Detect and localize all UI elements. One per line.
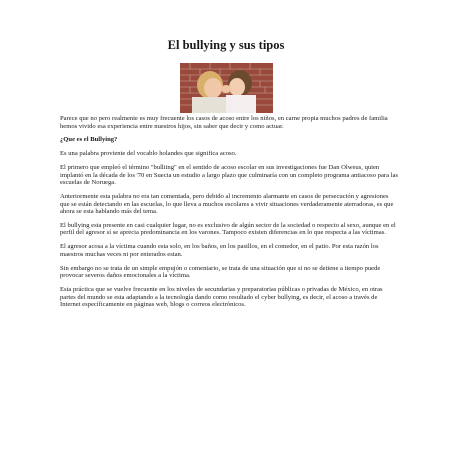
document-body	[60, 115, 398, 315]
paragraph-aggressor: El agresor acosa a la víctima cuando esta solo, en los baños, en los pasillos, en el comedor, en el patio. Por esta razón los maestros muchas veces ni por enterados estan.	[60, 243, 379, 258]
paragraph-history: El primero que empleó el término "bulliing" en el sentido de acoso escolar en sus investigaciones fue Dan Olweus, quien implantó en la década de los '70 en Suecia un estudio a largo plazo que culminaría con un completo programa antiacoso para las escuelas de Noruega.	[60, 163, 398, 187]
children-whispering-photo	[180, 63, 273, 113]
paragraph-definition: Es una palabra proviente del vocablo holandes que significa acoso.	[60, 150, 237, 158]
section-heading: ¿Que es el Bullying?	[60, 136, 118, 144]
paragraph-intro: Parece que no pero realmente es muy frecuente los casos de acoso entre los niños, en carne propia muchos padres de familia hemos vivido esa experiencia entre nuestros hijos, sin saber que decir y como actuar.	[60, 115, 388, 130]
document-title: El bullying y sus tipos	[167, 38, 285, 52]
paragraph-presence: El bullying esta presente en casi cualquier lugar, no es exclusivo de algún sector de la sociedad o respecto al sexo, aunque en el perfil del agresor sí se aprecia predominancia en los varones. Tampoco existen diferencias en lo que respecta a las víctimas.	[60, 221, 396, 237]
paragraph-damage: Sin embargo no se trata de un simple empujón o comentario, se trata de una situación que si no se detiene a tiempo puede provocar severos daños emocionales a la víctima.	[60, 264, 381, 280]
photo-illustration	[180, 63, 273, 113]
paragraph-cyberbullying: Esta práctica que se vuelve frecuente en los niveles de secundarias y preparatorias públicas o privadas de México, en otras partes del mundo se esta adaptando a la tecnología dando como resultado el cyber bullying, es decir, el acoso a través de Internet específicamente en páginas web, blogs o correos electrónicos.	[60, 286, 383, 309]
paragraph-increase: Anteriormente esta palabra no era tan comentada, pero debido al incremento alarmante en casos de persecución y agresiones que se están detectando en las escuelas, lo que lleva a muchos escolares a vivir situaciones verdaderamente aterradoras, es que ahora se esta hablando más del tema.	[60, 192, 394, 216]
